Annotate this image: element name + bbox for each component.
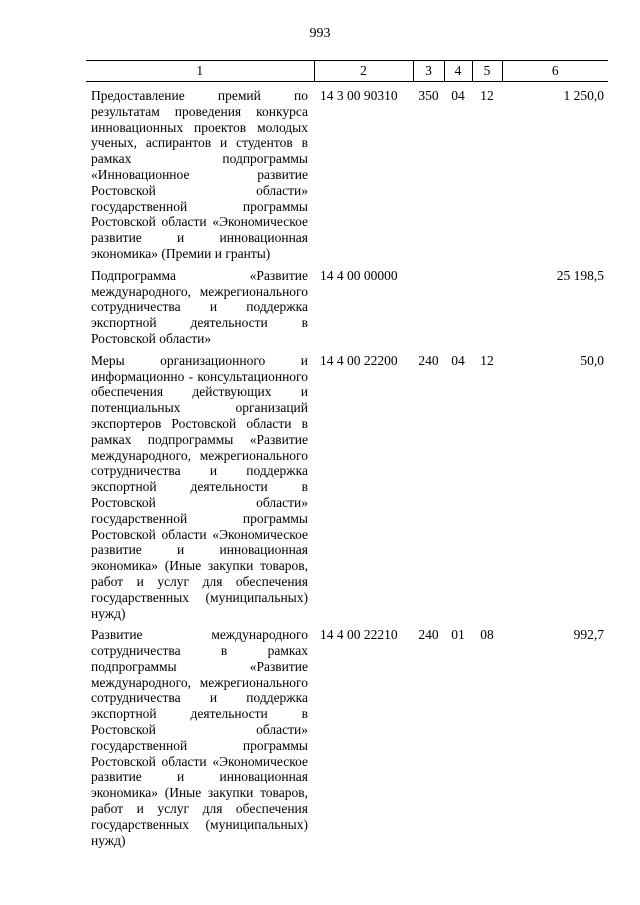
row-rz: 04 (451, 88, 465, 103)
row-amount: 25 198,5 (556, 267, 604, 283)
row-code: 14 4 00 00000 (320, 267, 398, 283)
row-name: Меры организационного и информационно - консультационного обеспечения действующих и потенциальных организаций экспортеров Ростовской области в рамках подпрограммы «Развитие международного, межрегионального сотрудничества и поддержка экспортной деятельности в Ростовской области» государственной программы Ростовской области «Экономическое развитие и инновационная экономика» (Иные закупки товаров, работ и услуг для обеспечения государственных (муниципальных) нужд) (91, 352, 308, 621)
row-name: Развитие международного сотрудничества в рамках подпрограммы «Развитие международного, межрегионального сотрудничества и поддержка экспортной деятельности в Ростовской области» государственной программы Ростовской области «Экономическое развитие и инновационная экономика» (Иные закупки товаров, работ и услуг для обеспечения государственных (муниципальных) нужд) (91, 627, 308, 848)
table-header-row (86, 61, 608, 82)
row-amount: 1 250,0 (563, 88, 604, 103)
row-code: 14 4 00 22210 (320, 627, 398, 643)
row-pr: 12 (480, 88, 494, 103)
row-pr (472, 262, 502, 347)
row-rz: 01 (451, 627, 465, 643)
row-vr: 240 (418, 352, 439, 368)
column-header: 3 (413, 61, 444, 82)
column-header: 1 (86, 61, 314, 82)
row-name: Подпрограмма «Развитие международного, межрегионального сотрудничества и поддержка экспортной деятельности в Ростовской области» (91, 267, 308, 346)
table-row (86, 621, 608, 848)
table-row (86, 262, 608, 347)
row-code: 14 4 00 22200 (320, 352, 398, 368)
column-header: 5 (472, 61, 502, 82)
column-header: 4 (444, 61, 472, 82)
row-pr: 12 (480, 352, 494, 368)
page-number: 993 (309, 26, 331, 41)
table-row (86, 347, 608, 622)
column-header: 2 (314, 61, 413, 82)
row-rz (444, 262, 472, 347)
row-name: Предоставление премий по результатам проведения конкурса инновационных проектов молодых ученых, аспирантов и студентов в рамках подпрограммы «Инновационное развитие Ростовской области» государственной программы Ростовской области «Экономическое развитие и инновационная экономика» (Премии и гранты) (91, 88, 308, 261)
column-header: 6 (502, 61, 608, 82)
row-amount: 992,7 (573, 627, 604, 643)
budget-table (86, 60, 608, 848)
row-code: 14 3 00 90310 (320, 88, 398, 103)
row-vr: 240 (418, 627, 439, 643)
row-vr: 350 (418, 88, 439, 103)
row-vr (413, 262, 444, 347)
row-amount: 50,0 (580, 352, 604, 368)
row-pr: 08 (480, 627, 494, 643)
row-rz: 04 (451, 352, 465, 368)
table-row (86, 82, 608, 262)
